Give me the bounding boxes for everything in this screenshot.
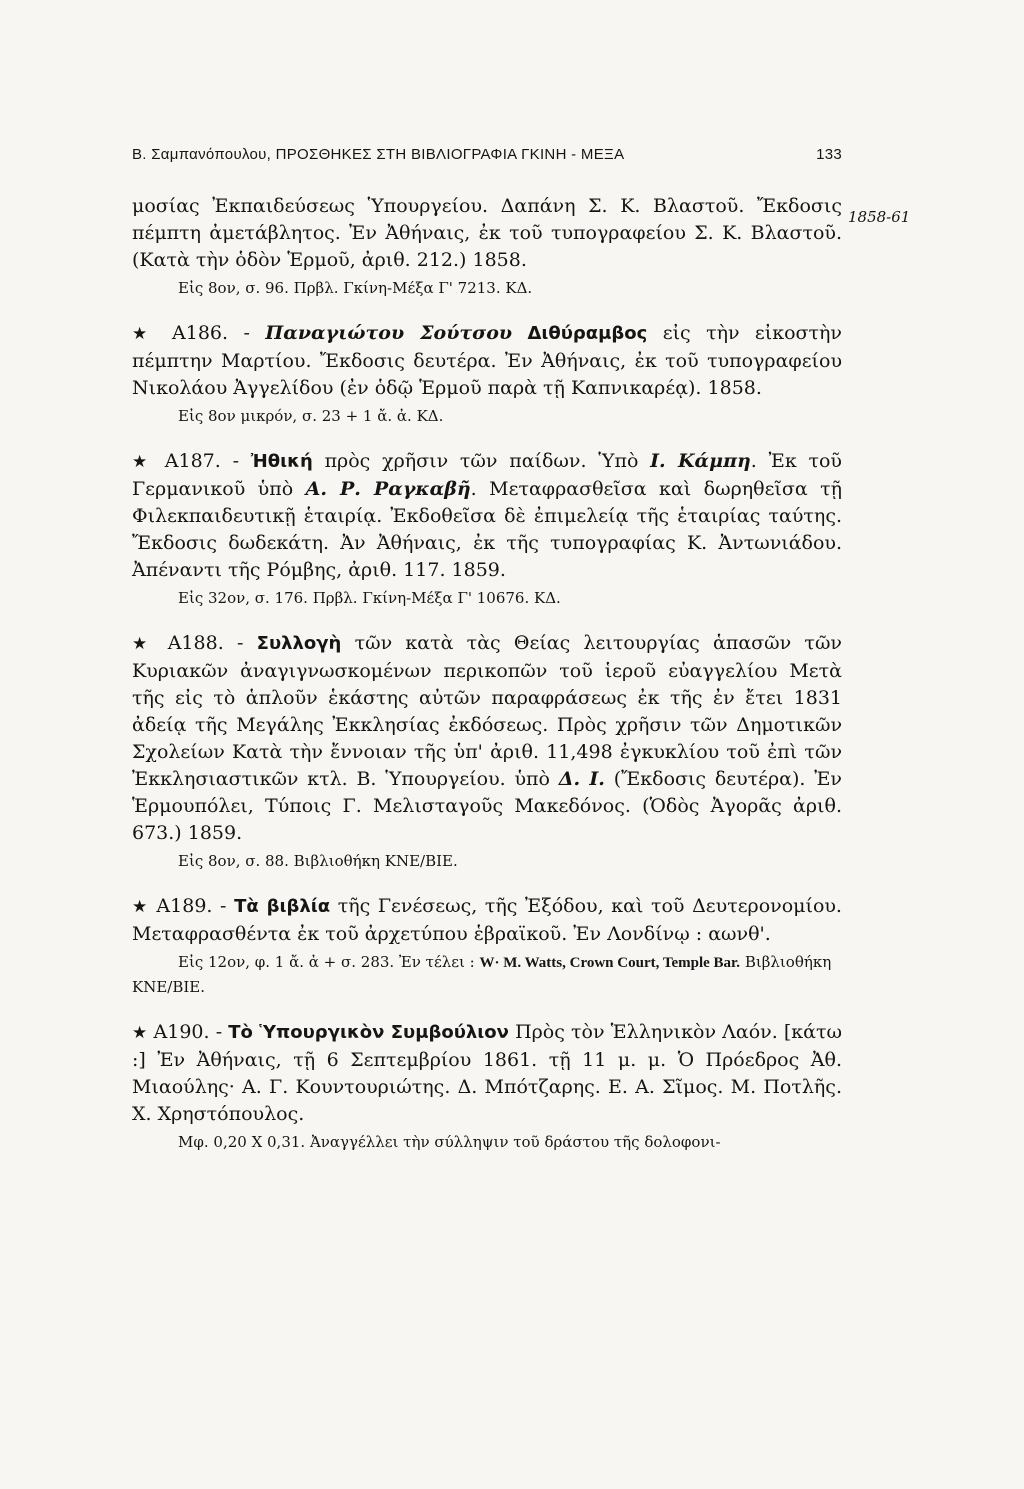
entry-number: A186. - (172, 322, 250, 344)
entry-number: A190. - (153, 1021, 223, 1043)
entry-title: Συλλογὴ (256, 633, 342, 654)
entry-text: μοσίας Ἐκπαιδεύσεως Ὑπουργείου. Δαπάνη Σ. Κ. Βλαστοῦ. Ἔκδοσις πέμπτη ἀμετάβλητος. Ἐν Ἀθήναις, ἐκ τοῦ τυπογραφείου Σ. Κ. Βλαστοῦ. (Κατὰ τὴν ὁδὸν Ἑρμοῦ, ἀριθ. 212.) 1858. (132, 195, 842, 271)
page-number: 133 (816, 146, 842, 163)
entry-number: A189. - (156, 895, 227, 917)
entry-a189 (132, 893, 842, 999)
entry-description: Εἰς 8ον, σ. 88. Βιβλιοθήκη ΚΝΕ/ΒΙΕ. (178, 852, 458, 870)
entry-title: Ἠθική (250, 451, 313, 472)
entry-title: Τὰ βιβλία (234, 896, 331, 917)
entry-translator: Α. Ρ. Ραγκαβῆ (305, 478, 471, 500)
entry-imprint: W· M. Watts, Crown Court, Temple Bar. (479, 955, 741, 971)
entry-text (132, 448, 842, 584)
entry-continuation (132, 193, 842, 300)
entry-title: Διθύραμβος (527, 323, 648, 344)
star-icon: ★ (132, 634, 155, 654)
entry-description (132, 950, 842, 999)
entry-body-b: (Ἔκδοσις δευτέρα). Ἐν Ἑρμουπόλει, Τύποις Γ. Μελισταγοῦς Μακεδόνος. (Ὁδὸς Ἀγορᾶς ἀριθ. 673.) 1859. (132, 768, 842, 844)
entry-description: Μφ. 0,20 X 0,31. Ἀναγγέλλει τὴν σύλληψιν τοῦ δράστου τῆς δολοφονι- (178, 1133, 721, 1151)
entry-title: Τὸ Ὑπουργικὸν Συμβούλιον (228, 1022, 509, 1043)
page (132, 146, 911, 1174)
entry-a188 (132, 630, 842, 873)
entry-description: Εἰς 32ον, σ. 176. Πρβλ. Γκίνη-Μέξα Γ' 10676. ΚΔ. (178, 589, 561, 607)
entry-a190 (132, 1019, 842, 1154)
star-icon: ★ (132, 897, 149, 917)
star-icon: ★ (132, 324, 157, 344)
star-icon: ★ (132, 452, 153, 472)
entry-body: Πρὸς τὸν Ἑλληνικὸν Λαόν. [κάτω :] Ἐν Ἀθήναις, τῇ 6 Σεπτεμβρίου 1861. τῇ 11 μ. μ. Ὁ Πρόεδρος Ἀθ. Μιαούλης· Α. Γ. Κουντουριώτης. Δ. Μπότζαρης. Ε. Α. Σῖμος. Μ. Ποτλῆς. Χ. Χρηστόπουλος. (132, 1021, 843, 1125)
entry-description: Εἰς 8ον μικρόν, σ. 23 + 1 ἄ. ἀ. ΚΔ. (178, 407, 444, 425)
entry-author: Δ. Ι. (558, 768, 605, 790)
entry-author: Παναγιώτου Σούτσου (265, 322, 513, 344)
entry-author: Ι. Κάμπη (650, 450, 751, 472)
entry-body-b: . Ἐκ τοῦ Γερμανικοῦ ὑπὸ (132, 450, 842, 500)
star-icon: ★ (132, 1023, 148, 1043)
entry-text (132, 630, 842, 847)
entry-number: A187. - (164, 450, 239, 472)
entry-description-a: Εἰς 12ον, φ. 1 ἄ. ἀ + σ. 283. Ἐν τέλει : (178, 953, 475, 971)
entry-a187 (132, 448, 842, 610)
entry-body-c: . Μεταφρασθεῖσα καὶ δωρηθεῖσα τῇ Φιλεκπαιδευτικῇ ἑταιρίᾳ. Ἐκδοθεῖσα δὲ ἐπιμελείᾳ τῆς ἑταιρίας ταύτης. Ἔκδοσις δωδεκάτη. Ἀν Ἀθήναις, ἐκ τῆς τυπογραφίας Κ. Ἀντωνιάδου. Ἀπέναντι τῆς Ρόμβης, ἀριθ. 117. 1859. (132, 478, 842, 581)
entry-text (132, 1019, 842, 1128)
margin-date-note: 1858-61 (848, 208, 911, 226)
entry-body-a: τῶν κατὰ τὰς Θείας λειτουργίας ἁπασῶν τῶν Κυριακῶν ἀναγιγνωσκομένων περικοπῶν τοῦ ἱεροῦ εὐαγγελίου Μετὰ τῆς εἰς τὸ ἁπλοῦν ἑκάστης αὐτῶν παραφράσεως ἐκ τῆς ἐν ἔτει 1831 ἀδείᾳ τῆς Μεγάλης Ἐκκλησίας ἐκδόσεως. Πρὸς χρῆσιν τῶν Δημοτικῶν Σχολείων Κατὰ τὴν ἔννοιαν τῆς ὑπ' ἀριθ. 11,498 ἐγκυκλίου τοῦ ἐπὶ τῶν Ἐκκλησιαστικῶν κτλ. Β. Ὑπουργείου. ὑπὸ (132, 632, 842, 790)
entry-body: τῆς Γενέσεως, τῆς Ἐξόδου, καὶ τοῦ Δευτερονομίου. Μεταφρασθέντα ἐκ τοῦ ἀρχετύπου ἑβραϊκοῦ. Ἐν Λονδίνῳ : αωνθ'. (132, 895, 842, 945)
running-head (132, 146, 842, 163)
entry-a186 (132, 320, 842, 428)
entry-description-b: Βιβλιοθήκη ΚΝΕ/ΒΙΕ. (132, 953, 832, 996)
entry-body-a: πρὸς χρῆσιν τῶν παίδων. Ὑπὸ (324, 450, 639, 472)
entry-text (132, 893, 842, 948)
entry-text (132, 320, 842, 402)
entry-description: Εἰς 8ον, σ. 96. Πρβλ. Γκίνη-Μέξα Γ' 7213. ΚΔ. (178, 279, 533, 297)
running-head-title: B. Σαμπανόπουλου, ΠΡΟΣΘΗΚΕΣ ΣΤΗ ΒΙΒΛΙΟΓΡΑΦΙΑ ΓΚΙΝΗ - ΜΕΞΑ (132, 146, 625, 163)
entry-body: εἰς τὴν εἰκοστὴν πέμπτην Μαρτίου. Ἔκδοσις δευτέρα. Ἐν Ἀθήναις, ἐκ τοῦ τυπογραφείου Νικολάου Ἀγγελίδου (ἐν ὁδῷ Ἑρμοῦ παρὰ τῇ Καπνικαρέᾳ). 1858. (132, 322, 842, 399)
entry-number: A188. - (167, 632, 244, 654)
